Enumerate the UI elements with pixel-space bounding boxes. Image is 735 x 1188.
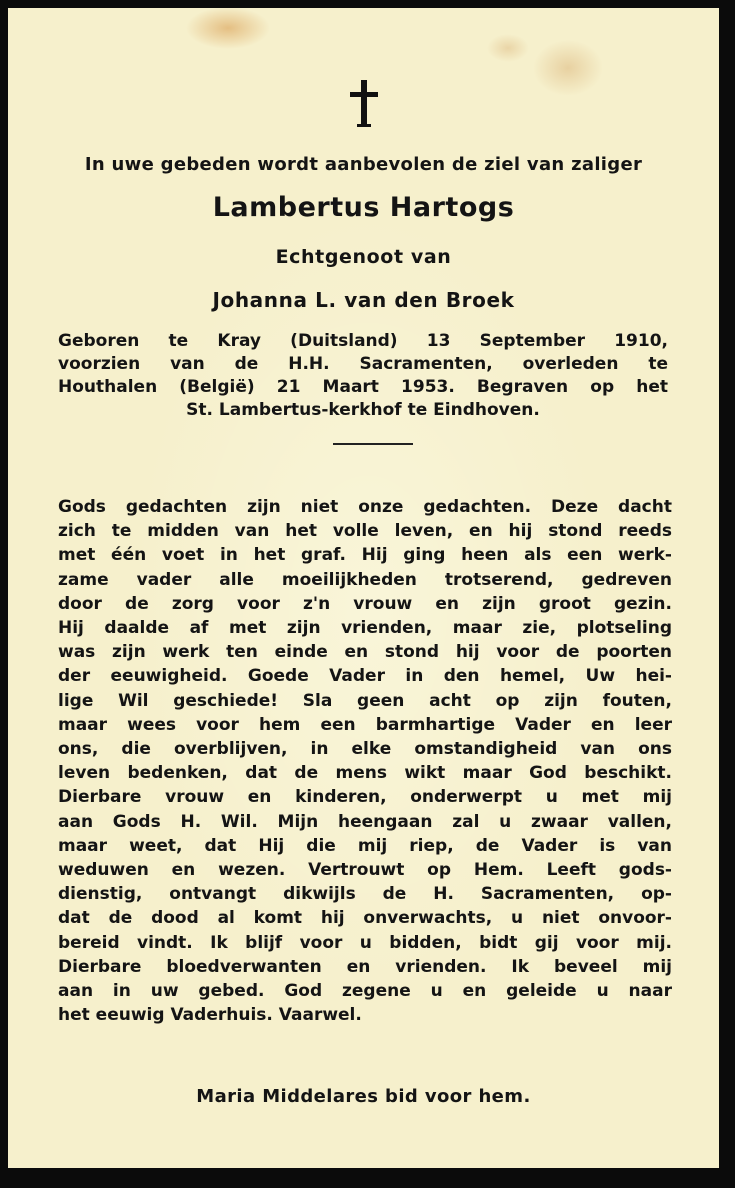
text-line: weduwen en wezen. Vertrouwt op Hem. Leeft gods-: [58, 860, 672, 881]
text-line: door de zorg voor z'n vrouw en zijn groot gezin.: [58, 593, 672, 614]
text-line: met één voet in het graf. Hij ging heen als een werk-: [58, 545, 672, 566]
closing-prayer: Maria Middelares bid voor hem.: [196, 1086, 531, 1107]
text-line: zich te midden van het volle leven, en hij stond reeds: [58, 521, 672, 542]
text-line: aan in uw gebed. God zegene u en geleide u naar: [58, 981, 672, 1002]
text-line: dat de dood al komt hij onverwachts, u niet onvoor-: [58, 908, 672, 929]
text-line: Dierbare bloedverwanten en vrienden. Ik beveel mij: [58, 956, 672, 977]
memorial-card: [8, 8, 719, 1168]
text-line: Gods gedachten zijn niet onze gedachten. Deze dacht: [58, 497, 672, 517]
text-line: maar weet, dat Hij die mij riep, de Vader is van: [58, 835, 672, 856]
text-line: Hij daalde af met zijn vrienden, maar zie, plotseling: [58, 618, 672, 639]
birth-death-details: [58, 330, 668, 422]
divider: [333, 443, 413, 445]
text-line: ons, die overblijven, in elke omstandigheid van ons: [58, 739, 672, 760]
spouse-label: Echtgenoot van: [275, 246, 452, 268]
text-line: bereid vindt. Ik blijf voor u bidden, bidt gij voor mij.: [58, 932, 672, 953]
text-line: Dierbare vrouw en kinderen, onderwerpt u met mij: [58, 787, 672, 808]
text-line: maar wees voor hem een barmhartige Vader en leer: [58, 714, 672, 735]
text-line: zame vader alle moeilijkheden trotserend, gedreven: [58, 569, 672, 590]
deceased-name: Lambertus Hartogs: [212, 192, 515, 223]
details-line: voorzien van de H.H. Sacramenten, overleden te: [58, 354, 668, 374]
text-line: leven bedenken, dat de mens wikt maar God beschikt.: [58, 763, 672, 784]
text-line: lige Wil geschiede! Sla geen acht op zijn fouten,: [58, 690, 672, 711]
cross-icon: [8, 78, 719, 132]
text-line: het eeuwig Vaderhuis. Vaarwel.: [58, 1005, 362, 1026]
details-line: Houthalen (België) 21 Maart 1953. Begraven op het: [58, 377, 668, 397]
intro-line: In uwe gebeden wordt aanbevolen de ziel van zaliger: [84, 154, 643, 175]
memorial-text: [58, 495, 672, 1027]
text-line: aan Gods H. Wil. Mijn heengaan zal u zwaar vallen,: [58, 811, 672, 832]
details-line: Geboren te Kray (Duitsland) 13 September 1910,: [58, 331, 668, 351]
text-line: dienstig, ontvangt dikwijls de H. Sacramenten, op-: [58, 884, 672, 905]
details-line: St. Lambertus-kerkhof te Eindhoven.: [186, 400, 540, 420]
text-line: der eeuwigheid. Goede Vader in den hemel, Uw hei-: [58, 666, 672, 687]
spouse-name: Johanna L. van den Broek: [212, 288, 515, 312]
text-line: was zijn werk ten einde en stond hij voor de poorten: [58, 642, 672, 663]
